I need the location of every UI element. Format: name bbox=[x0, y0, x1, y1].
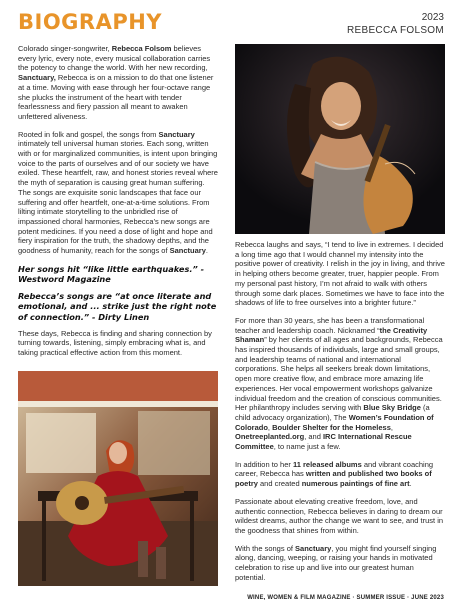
press-quote-westword: Her songs hit “like little earthquakes.” - Westword Magazine bbox=[18, 263, 204, 284]
bio-paragraph-1 bbox=[18, 44, 218, 122]
text-run: Passionate about elevating creative freedom, love, and authentic connection, Rebecca believes in daring to dream our wildest dreams, author the change we want to see, and trust in the goodness that shines from within. bbox=[235, 496, 444, 535]
magazine-footer: WINE, WOMEN & FILM MAGAZINE · SUMMER ISSUE · JUNE 2023 bbox=[247, 595, 444, 601]
text-run: , to name just a few. bbox=[273, 442, 341, 452]
text-run: Rooted in folk and gospel, the songs from bbox=[18, 129, 159, 139]
bold-text-run: IRC International Rescue Committee bbox=[235, 432, 412, 452]
bold-text-run: Rebecca Folsom bbox=[111, 44, 172, 53]
bold-text-run: Onetreeplanted.org bbox=[235, 432, 305, 442]
photo-guitar-bench bbox=[18, 371, 218, 586]
bio-paragraph-2 bbox=[18, 130, 218, 256]
bio-paragraph-4 bbox=[235, 240, 445, 308]
bold-text-run: Sanctuary bbox=[169, 246, 206, 256]
text-run: (a child advocacy organization), The bbox=[235, 403, 430, 422]
text-run: . bbox=[409, 479, 412, 489]
text-run: intimately tell universal human stories. Each song, written with or for marginalized communities, is intent upon bringing voice to the parts of ourselves and of our society we have exiled. These heartfelt, raw, and honest stories reveal where the myth of separation is causing great human suffering. The songs are exquisite sonic landscapes that face our suffering and offer heartfelt, one-at-a-time solutions. From lilting intimate storytelling to the unbridled rise of impassioned choral harmonies, Rebecca’s new songs are potent medicines. If you need a dose of light and hope and fiery inspiration for the truth, the shadowy depths, and the goodness of humanity, reach for the songs of bbox=[18, 139, 218, 256]
press-quote-dirty-linen: Rebecca’s songs are “at once literate and emotional, and ... strike just the right note of connection.” - Dirty Linen bbox=[18, 291, 217, 322]
issue-year: 2023 bbox=[421, 12, 444, 23]
bold-text-run: Women’s Foundation of Colorado bbox=[235, 412, 434, 432]
text-run: and vibrant coaching career, Rebecca has bbox=[235, 459, 434, 479]
bio-paragraph-5 bbox=[235, 316, 445, 452]
bio-paragraph-7 bbox=[235, 497, 445, 536]
page-header bbox=[18, 10, 444, 40]
text-run: , you might find yourself singing along, dancing, weeping, or raising your hands in motivated celebration to rise up and live into our greatest human potential. bbox=[235, 543, 437, 582]
page-title: BIOGRAPHY bbox=[18, 10, 163, 34]
text-run: and created bbox=[257, 479, 302, 489]
bio-paragraph-8 bbox=[235, 544, 445, 583]
text-run: Colorado singer-songwriter, bbox=[18, 44, 112, 53]
bold-text-run: written and published two books of poetry bbox=[235, 469, 432, 489]
bio-paragraph-6 bbox=[235, 460, 445, 489]
left-column bbox=[18, 44, 218, 366]
bold-text-run: 11 released albums bbox=[292, 459, 362, 469]
text-run: Rebecca is on a mission to do that one listener at a time. Moving with ease through her four-octave range she plucks the instrument of the heart with tender fearlessness and fiery passion all meant to awaken unfettered aliveness. bbox=[18, 73, 214, 121]
artist-name: REBECCA FOLSOM bbox=[347, 25, 444, 36]
right-column bbox=[235, 44, 445, 591]
text-run: For more than 30 years, she has been a transformational teacher and leadership coach. Nicknamed “ bbox=[235, 315, 425, 335]
bold-text-run: Boulder Shelter for the Homeless bbox=[272, 422, 391, 432]
bold-text-run: Blue Sky Bridge bbox=[363, 403, 421, 413]
text-run: With the songs of bbox=[235, 543, 296, 553]
bold-text-run: numerous paintings of fine art bbox=[301, 479, 410, 489]
photo-singing-portrait bbox=[235, 44, 445, 234]
text-run: In addition to her bbox=[235, 459, 293, 469]
text-run: , bbox=[390, 422, 393, 432]
text-run: , and bbox=[304, 432, 323, 442]
text-run: These days, Rebecca is finding and sharing connection by turning towards, listening, simply embracing what is, and taking practical effective action from this moment. bbox=[18, 328, 212, 358]
bio-paragraph-3 bbox=[18, 329, 218, 358]
bold-text-run: Sanctuary, bbox=[18, 73, 56, 83]
bold-text-run: Sanctuary bbox=[295, 543, 332, 553]
text-run: Rebecca laughs and says, “I tend to live in extremes. I decided a long time ago that I would channel my intensity into the positive power of creativity. I relish in the joy in living, and thrive in helping others become greater, truer, happier people. From my personal past history, I’m not afraid to walk with others through some dark places. Sometimes we have to face into the shadows of life to free ourselves into a brighter future.” bbox=[235, 240, 445, 308]
text-run: , bbox=[267, 422, 273, 432]
bold-text-run: Sanctuary bbox=[158, 129, 195, 139]
text-run: ” by her clients of all ages and backgrounds, Rebecca has inspired thousands of individuals, large and small groups, and leadership teams of national and international corporations. She helps all seekers break down limitations, open more creative flow, and embrace more amazing life experiences. Her vocal empowerment workshops galvanize individual freedom and the creation of conscious communities. Her philanthropy includes serving with bbox=[235, 335, 443, 413]
text-run: . bbox=[205, 246, 208, 256]
bold-text-run: the Creativity Shaman bbox=[235, 325, 428, 345]
text-run: believes every lyric, every note, every musical collaboration carries the potency to change the world. With her new recording, bbox=[18, 44, 211, 73]
